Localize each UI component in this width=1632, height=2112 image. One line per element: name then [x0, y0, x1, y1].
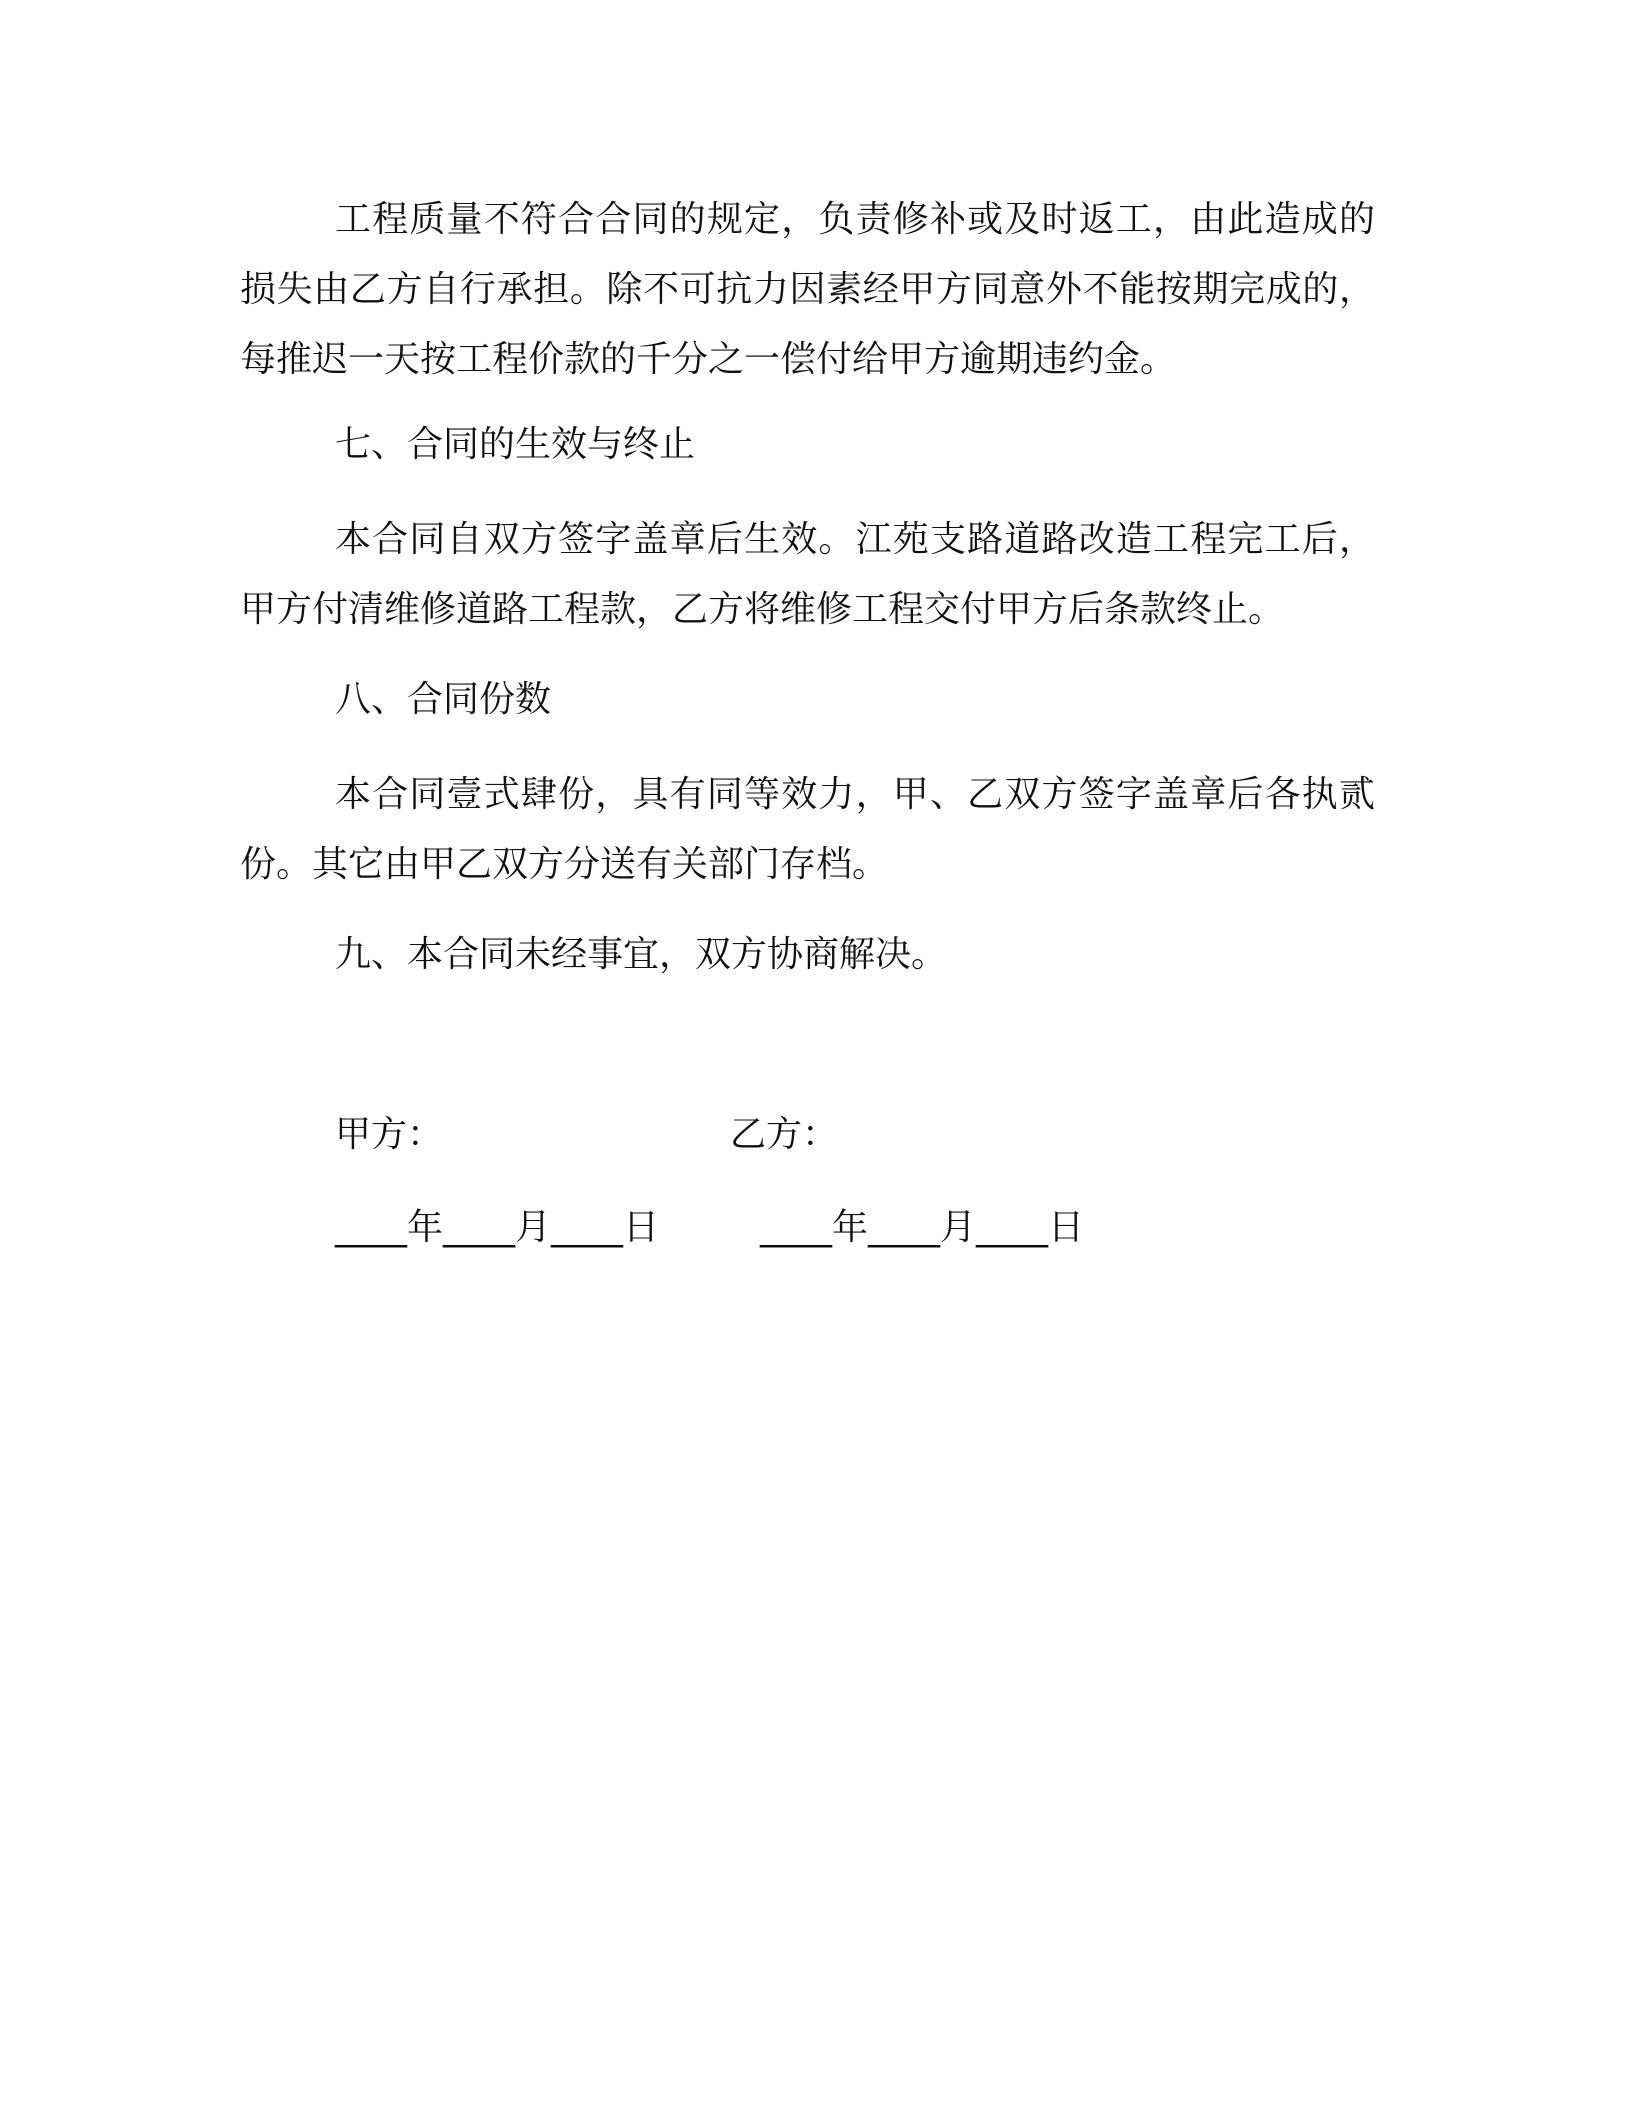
party-b-date-line: ____年____月____日 — [760, 1207, 1085, 1248]
section-heading-effect-termination: 七、合同的生效与终止 — [335, 424, 696, 465]
party-b-signature-label: 乙方： — [730, 1114, 839, 1155]
paragraph-quality-liability: 工程质量不符合合同的规定，负责修补或及时返工，由此造成的损失由乙方自行承担。除不可抗力因素经甲方同意外不能按期完成的，每推迟一天按工程价款的千分之一偿付给甲方逾期违约金。 — [240, 199, 1375, 380]
paragraph-effect-termination: 本合同自双方签字盖章后生效。江苑支路道路改造工程完工后，甲方付清维修道路工程款，乙方将维修工程交付甲方后条款终止。 — [240, 519, 1375, 630]
party-a-signature-label: 甲方： — [335, 1114, 444, 1155]
paragraph-copies: 本合同壹式肆份，具有同等效力，甲、乙双方签字盖章后各执贰份。其它由甲乙双方分送有关部门存档。 — [240, 774, 1375, 885]
party-a-date-line: ____年____月____日 — [335, 1207, 660, 1248]
section-heading-copies: 八、合同份数 — [335, 679, 552, 720]
section-heading-unresolved-matters: 九、本合同未经事宜，双方协商解决。 — [335, 934, 948, 975]
